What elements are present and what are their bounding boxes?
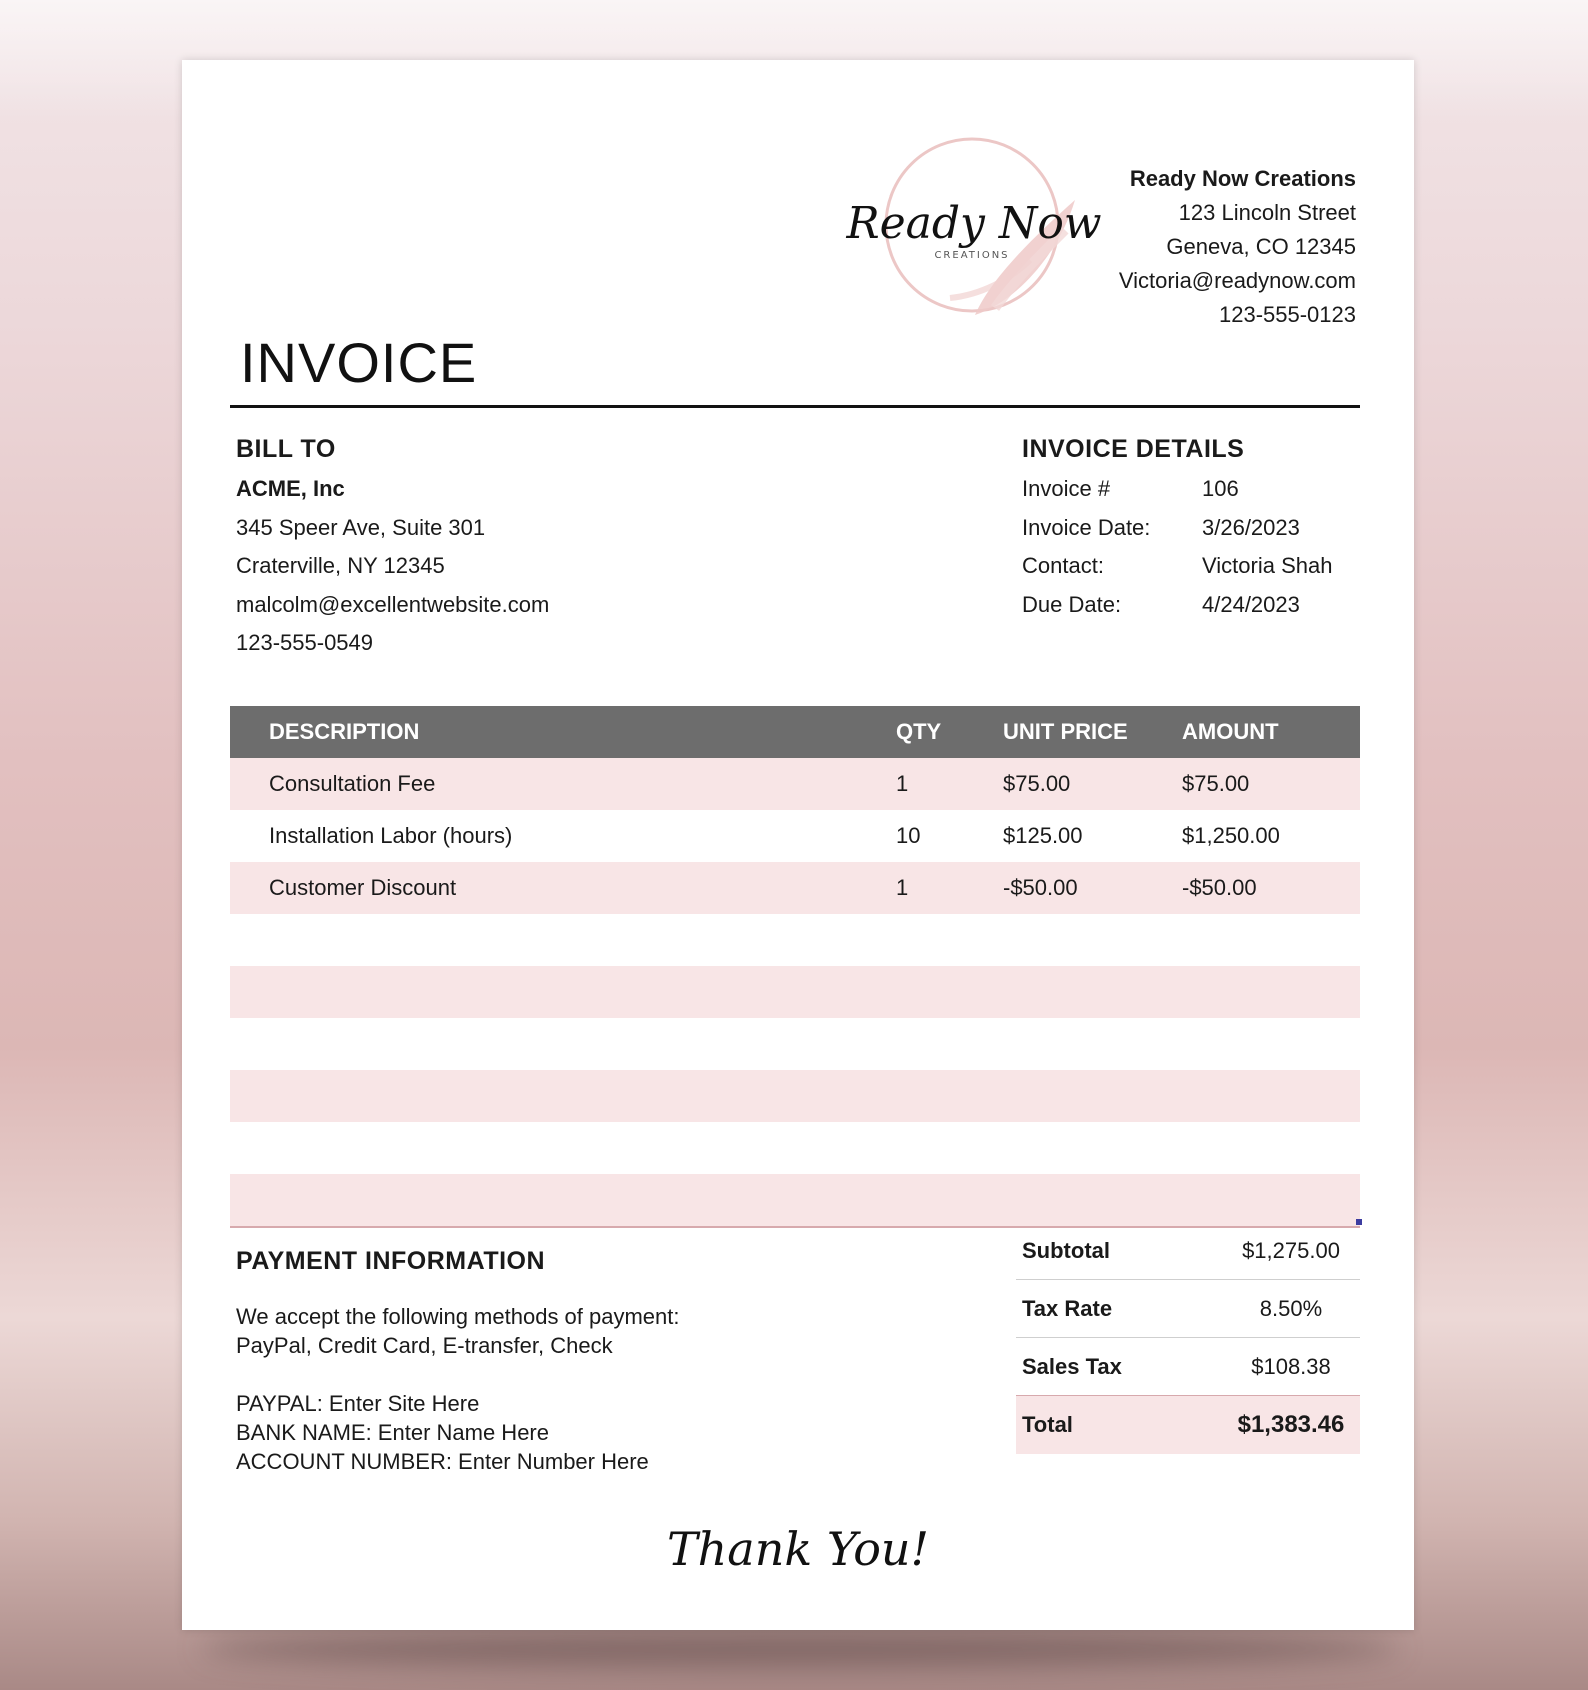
payment-spacer	[236, 1360, 680, 1389]
table-row	[230, 758, 1360, 810]
cell-unit-price: -$50.00	[1003, 875, 1078, 900]
sales-tax-row	[1016, 1338, 1360, 1395]
empty-row	[230, 1174, 1360, 1226]
bill-to-address1: 345 Speer Ave, Suite 301	[236, 514, 486, 540]
bill-to-email: malcolm@excellentwebsite.com	[236, 591, 550, 617]
header-qty: QTY	[896, 719, 942, 744]
total-row	[1016, 1395, 1360, 1454]
subtotal-value: $1,275.00	[1242, 1237, 1340, 1263]
detail-row	[1022, 592, 1332, 631]
company-phone: 123-555-0123	[1218, 302, 1356, 327]
cell-qty: 1	[896, 771, 909, 796]
subtotal-label: Subtotal	[1022, 1237, 1110, 1263]
header-unit-price: UNIT PRICE	[1003, 719, 1128, 744]
sales-tax-value: $108.38	[1251, 1353, 1331, 1379]
table-row	[230, 810, 1360, 862]
detail-value: 4/24/2023	[1202, 591, 1300, 617]
empty-row	[230, 914, 1360, 966]
tax-rate-label: Tax Rate	[1022, 1295, 1113, 1321]
company-email: Victoria@readynow.com	[1118, 268, 1356, 293]
logo-subtext: CREATIONS	[934, 250, 1010, 261]
company-street: 123 Lincoln Street	[1178, 200, 1356, 225]
table-row	[230, 862, 1360, 914]
detail-label: Due Date:	[1022, 591, 1122, 617]
detail-label: Contact:	[1022, 553, 1104, 578]
company-info	[1119, 162, 1356, 332]
tax-rate-row	[1016, 1280, 1360, 1338]
cell-description: Customer Discount	[269, 875, 457, 900]
logo-text: Ready Now	[846, 198, 1102, 249]
invoice-page	[182, 60, 1414, 1630]
bill-to-address2: Craterville, NY 12345	[236, 553, 445, 578]
payment-methods: PayPal, Credit Card, E-transfer, Check	[236, 1333, 613, 1358]
bill-to-company: ACME, Inc	[236, 476, 345, 501]
payment-bank: BANK NAME: Enter Name Here	[236, 1420, 549, 1445]
table-header	[230, 706, 1360, 758]
sales-tax-label: Sales Tax	[1022, 1353, 1122, 1379]
payment-heading: PAYMENT INFORMATION	[236, 1247, 546, 1275]
bill-to-heading: BILL TO	[236, 435, 336, 463]
payment-account: ACCOUNT NUMBER: Enter Number Here	[236, 1449, 649, 1474]
cell-amount: $1,250.00	[1182, 823, 1280, 848]
cell-qty: 1	[896, 875, 909, 900]
cell-amount: -$50.00	[1182, 875, 1257, 900]
detail-value: 106	[1202, 476, 1239, 501]
detail-value: 3/26/2023	[1202, 514, 1300, 540]
company-logo	[846, 130, 1102, 330]
payment-paypal: PAYPAL: Enter Site Here	[236, 1391, 480, 1416]
thank-you-text: Thank You!	[666, 1522, 930, 1576]
detail-row	[1022, 553, 1332, 592]
empty-row	[230, 1018, 1360, 1070]
empty-row	[230, 1122, 1360, 1174]
cell-unit-price: $125.00	[1003, 823, 1083, 848]
thank-you-signature	[658, 1505, 938, 1595]
title-divider	[230, 405, 1360, 408]
empty-row	[230, 1070, 1360, 1122]
totals-section	[1016, 1222, 1360, 1454]
invoice-title: INVOICE	[240, 331, 478, 394]
company-city: Geneva, CO 12345	[1166, 234, 1356, 259]
line-items-table	[230, 706, 1360, 1228]
header-amount: AMOUNT	[1182, 719, 1279, 744]
bill-to-phone: 123-555-0549	[236, 630, 374, 655]
cell-description: Consultation Fee	[269, 771, 436, 796]
detail-row	[1022, 476, 1332, 515]
cell-amount: $75.00	[1182, 771, 1250, 796]
total-label: Total	[1022, 1412, 1073, 1437]
total-value: $1,383.46	[1237, 1411, 1345, 1438]
cell-unit-price: $75.00	[1003, 771, 1071, 796]
cell-description: Installation Labor (hours)	[269, 823, 513, 848]
subtotal-row	[1016, 1222, 1360, 1280]
empty-row	[230, 966, 1360, 1018]
detail-label: Invoice #	[1022, 476, 1111, 501]
invoice-details-section	[1022, 435, 1332, 630]
invoice-details-heading: INVOICE DETAILS	[1022, 435, 1245, 463]
company-name: Ready Now Creations	[1129, 166, 1356, 191]
header-description: DESCRIPTION	[269, 719, 420, 744]
detail-label: Invoice Date:	[1022, 514, 1151, 540]
detail-value: Victoria Shah	[1202, 553, 1333, 578]
bill-to-section	[236, 435, 549, 669]
detail-row	[1022, 515, 1332, 554]
payment-section	[236, 1246, 680, 1476]
payment-line1: We accept the following methods of payment:	[236, 1304, 680, 1329]
cell-qty: 10	[896, 823, 921, 848]
tax-rate-value: 8.50%	[1259, 1295, 1323, 1321]
page-shadow	[200, 1628, 1400, 1668]
